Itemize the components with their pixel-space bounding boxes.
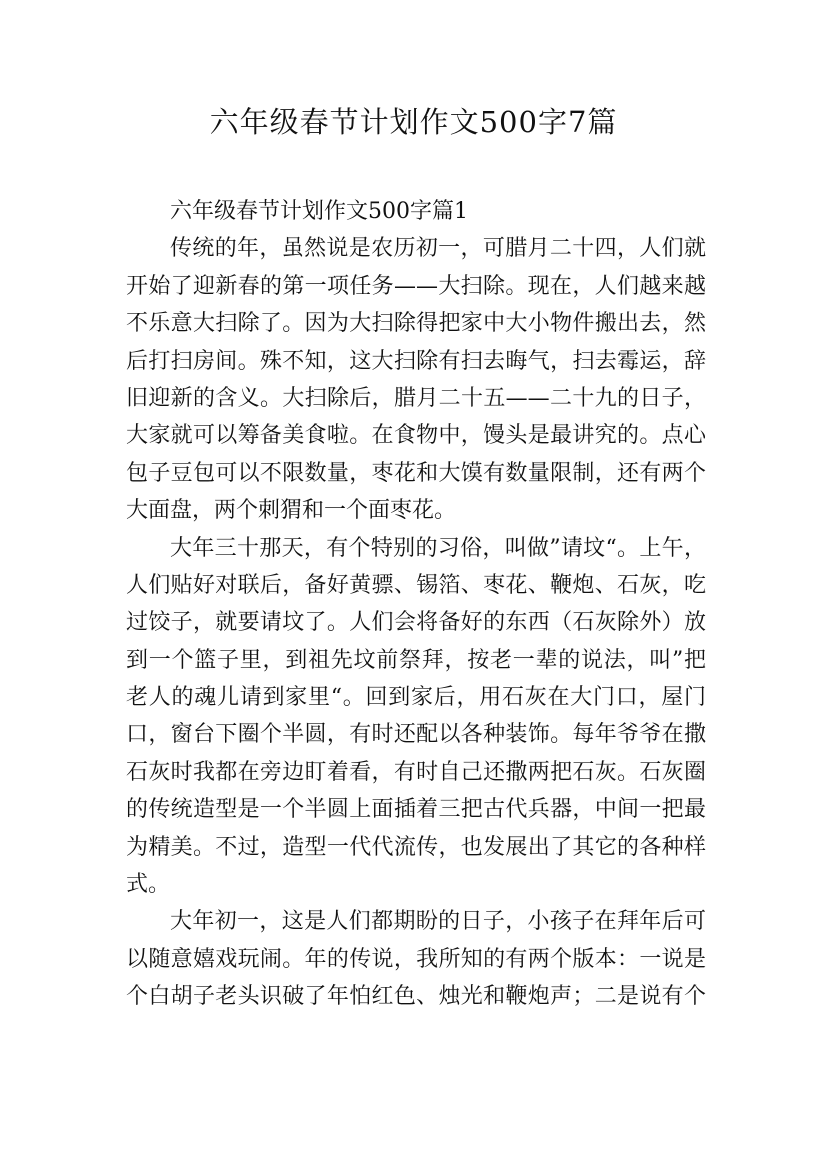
paragraph-line: 大家就可以筹备美食啦。在食物中，馒头是最讲究的。点心 [126, 423, 706, 449]
paragraph-line: 大年初一，这是人们都期盼的日子，小孩子在拜年后可 [170, 909, 706, 935]
paragraph-line: 大面盘，两个刺猬和一个面枣花。 [126, 498, 457, 524]
paragraph-3 [126, 903, 706, 1015]
document-body [126, 193, 706, 1016]
paragraph-line: 旧迎新的含义。大扫除后，腊月二十五——二十九的日子， [126, 385, 706, 411]
paragraph-line: 包子豆包可以不限数量，枣花和大馍有数量限制，还有两个 [126, 460, 706, 486]
paragraph-2 [126, 530, 706, 904]
paragraph-line: 传统的年，虽然说是农历初一，可腊月二十四，人们就 [170, 236, 706, 262]
paragraph-line: 石灰时我都在旁边盯着看，有时自己还撒两把石灰。石灰圈 [126, 759, 706, 785]
paragraph-line: 开始了迎新春的第一项任务——大扫除。现在，人们越来越 [126, 273, 706, 299]
paragraph-line: 口，窗台下圈个半圆，有时还配以各种装饰。每年爷爷在撒 [126, 722, 706, 748]
paragraph-line: 老人的魂儿请到家里“。回到家后，用石灰在大门口，屋门 [126, 685, 706, 711]
paragraph-line: 式。 [126, 872, 171, 898]
paragraph-line: 的传统造型是一个半圆上面插着三把古代兵器，中间一把最 [126, 797, 706, 823]
paragraph-line: 不乐意大扫除了。因为大扫除得把家中大小物件搬出去，然 [126, 311, 706, 337]
paragraph-line: 到一个篮子里，到祖先坟前祭拜，按老一辈的说法，叫”把 [126, 647, 706, 673]
section-heading: 六年级春节计划作文500字篇1 [170, 199, 468, 224]
paragraph-line: 后打扫房间。殊不知，这大扫除有扫去晦气，扫去霉运，辞 [126, 348, 706, 374]
paragraph-line: 个白胡子老头识破了年怕红色、烛光和鞭炮声；二是说有个 [126, 984, 706, 1010]
paragraph-1 [126, 230, 706, 529]
paragraph-line: 过饺子，就要请坟了。人们会将备好的东西（石灰除外）放 [126, 610, 706, 636]
paragraph-line: 以随意嬉戏玩闹。年的传说，我所知的有两个版本：一说是 [126, 946, 706, 972]
paragraph-line: 人们贴好对联后，备好黄骠、锡箔、枣花、鞭炮、石灰，吃 [126, 572, 706, 598]
document-title: 六年级春节计划作文500字7篇 [209, 105, 618, 139]
paragraph-line: 为精美。不过，造型一代代流传，也发展出了其它的各种样 [126, 834, 706, 860]
paragraph-line: 大年三十那天，有个特别的习俗，叫做”请坟“。上午， [170, 535, 706, 561]
